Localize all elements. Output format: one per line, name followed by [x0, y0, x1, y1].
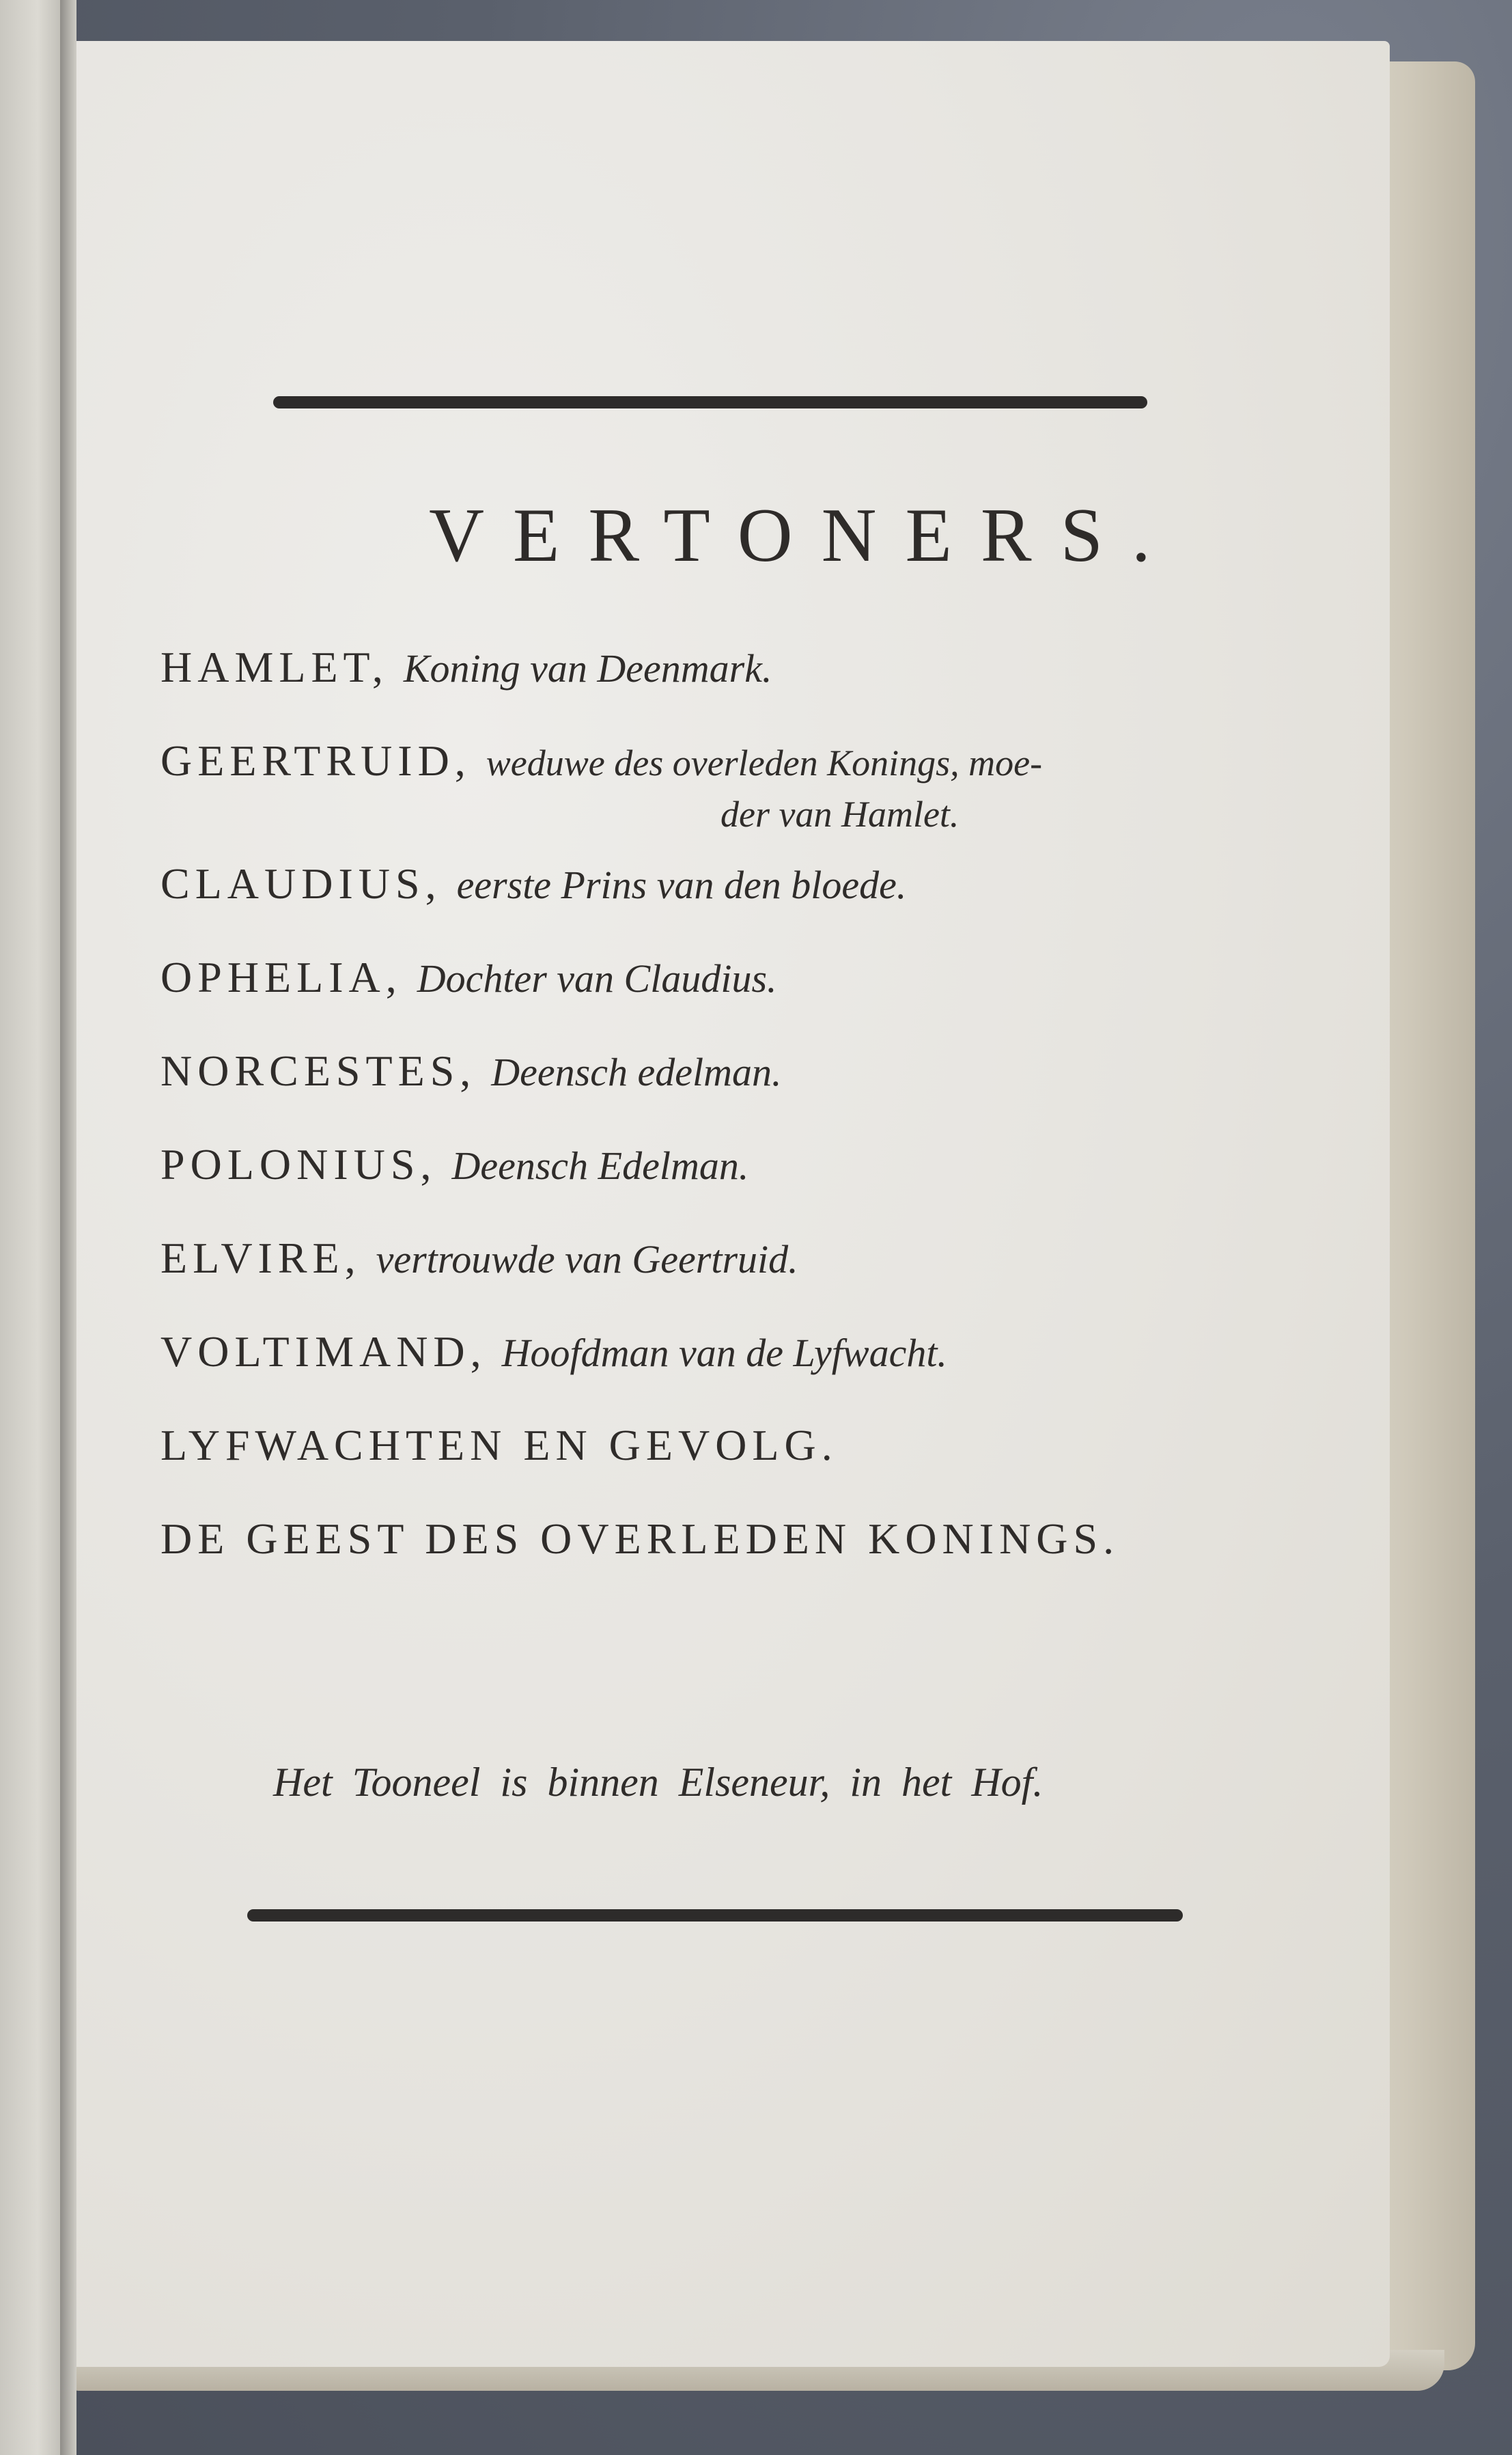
cast-description: Deensch edelman. — [491, 1050, 782, 1094]
cast-role: HAMLET, — [160, 643, 389, 691]
cast-description: Deensch Edelman. — [451, 1143, 749, 1188]
cast-role: GEERTRUID, — [160, 736, 471, 785]
cast-description-continuation: der van Hamlet. — [720, 794, 960, 835]
cast-entry — [160, 1327, 1321, 1420]
cast-entry — [160, 1046, 1321, 1139]
cast-entry — [160, 859, 1321, 952]
cast-description: Dochter van Claudius. — [417, 956, 777, 1001]
page-heading: VERTONERS. — [429, 493, 1179, 578]
cast-description: Koning van Deenmark. — [403, 646, 772, 691]
cast-role: OPHELIA, — [160, 953, 402, 1001]
cast-entry — [160, 952, 1321, 1046]
cast-entry — [160, 642, 1321, 736]
cast-role: DE GEEST DES OVERLEDEN KONINGS. — [160, 1514, 1120, 1563]
bottom-decorative-rule — [247, 1909, 1183, 1922]
cast-entry — [160, 1139, 1321, 1233]
cast-role: NORCESTES, — [160, 1046, 477, 1095]
cast-list — [160, 642, 1321, 1607]
book-gutter — [60, 0, 76, 2455]
scene-note: Het Tooneel is binnen Elseneur, in het Hof. — [273, 1760, 1044, 1805]
cast-role: VOLTIMAND, — [160, 1327, 487, 1376]
cast-role: LYFWACHTEN EN GEVOLG. — [160, 1421, 838, 1469]
cast-entry — [160, 1420, 1321, 1514]
cast-description: vertrouwde van Geertruid. — [376, 1237, 798, 1281]
cast-description: weduwe des overleden Konings, moe- — [486, 743, 1043, 783]
cast-role: POLONIUS, — [160, 1140, 437, 1189]
book-page — [68, 41, 1390, 2367]
cast-description: Hoofdman van de Lyfwacht. — [501, 1331, 947, 1375]
cast-description: eerste Prins van den bloede. — [456, 863, 907, 907]
cast-entry — [160, 736, 1321, 859]
top-decorative-rule — [273, 396, 1147, 408]
cast-role: ELVIRE, — [160, 1234, 361, 1282]
cast-entry — [160, 1233, 1321, 1327]
left-facing-page — [0, 0, 68, 2455]
cast-entry — [160, 1514, 1321, 1607]
cast-role: CLAUDIUS, — [160, 859, 442, 908]
